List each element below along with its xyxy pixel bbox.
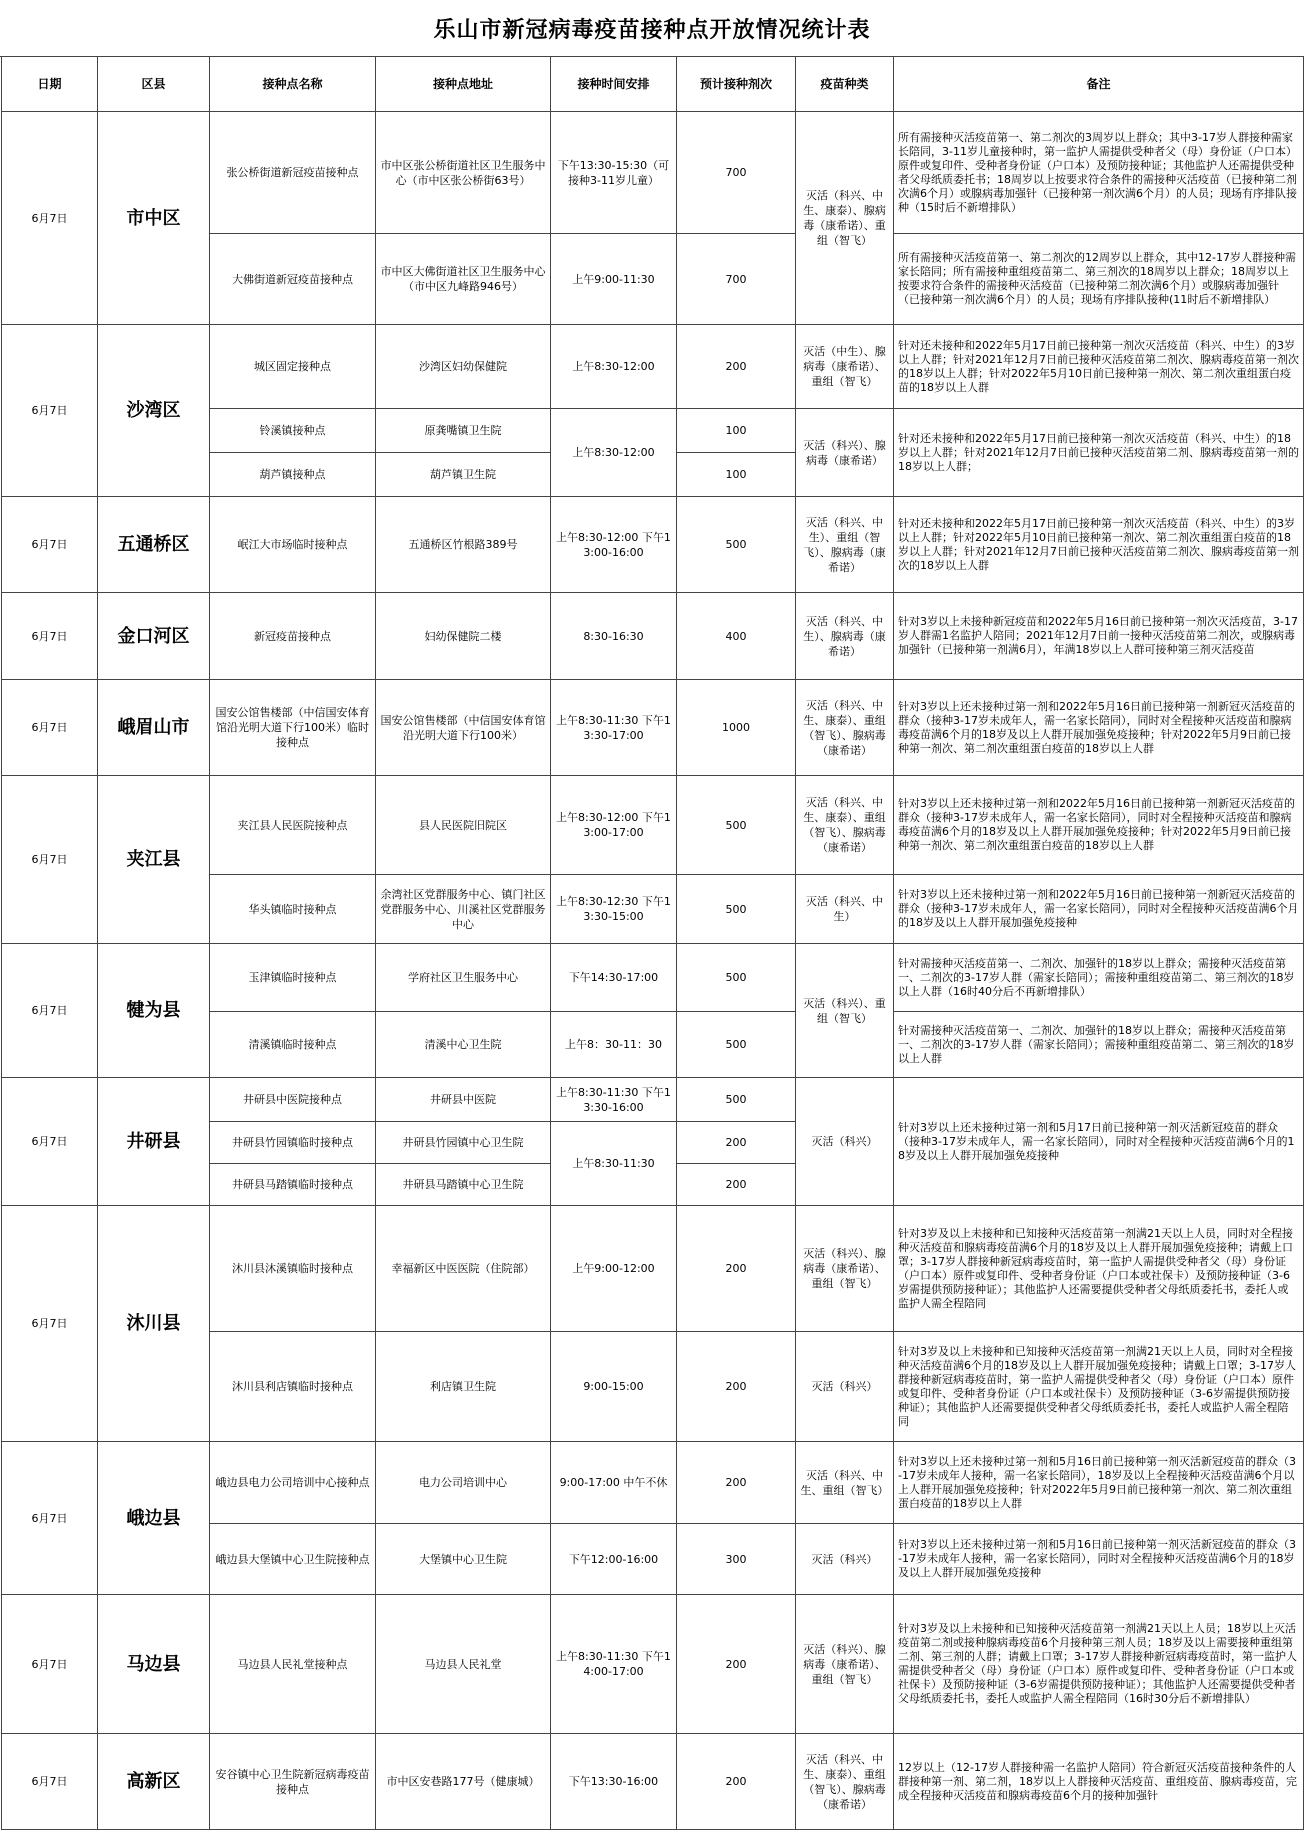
cell-district: 沙湾区 bbox=[98, 325, 210, 497]
cell-vaccine: 灭活（科兴） bbox=[796, 1332, 894, 1442]
cell-time: 上午8:30-11:30 bbox=[551, 1122, 677, 1206]
cell-note: 针对3岁及以上未接种和已知接种灭活疫苗第一剂满21天以上人员，同时对全程接种灭活疫苗和腺病毒疫苗满6个月的18岁及以上人群开展加强免疫接种；请戴上口罩；3-17岁人群接种新冠病毒疫苗时，第一监护人需提供受种者父（母）身份证（户口本）原件或复印件、受种者身份证（户口本或社保卡）及预防接种证（3-6岁需提供预防接种证）；其他监护人还需要提供受种者父母纸质委托书，委托人或监护人需全程陪同 bbox=[894, 1206, 1304, 1332]
table-row bbox=[2, 593, 1304, 680]
cell-doses: 300 bbox=[677, 1524, 796, 1595]
cell-vaccine: 灭活（科兴）、腺病毒（康希诺）、重组（智飞） bbox=[796, 1595, 894, 1734]
cell-date: 6月7日 bbox=[2, 593, 98, 680]
cell-time: 上午8：30-11：30 bbox=[551, 1012, 677, 1078]
cell-site-address: 妇幼保健院二楼 bbox=[376, 593, 551, 680]
cell-site-address: 清溪中心卫生院 bbox=[376, 1012, 551, 1078]
cell-date: 6月7日 bbox=[2, 497, 98, 593]
cell-site-address: 市中区张公桥街道社区卫生服务中心（市中区张公桥街63号） bbox=[376, 112, 551, 234]
cell-note: 所有需接种灭活疫苗第一、第二剂次的3周岁以上群众；其中3-17岁人群接种需家长陪同，3-11岁儿童接种时，第一监护人需提供受种者父（母）身份证（户口本）原件或复印件、受种者身份证（户口本）及预防接种证；其他监护人还需提供受种者父母纸质委托书；18周岁以上按要求符合条件的需接种灭活疫苗（已接种第二剂次满6个月）或腺病毒加强针（已接种第一剂次满6个月）的人员；现场有序排队接种（15时后不新增排队） bbox=[894, 112, 1304, 234]
table-row bbox=[2, 680, 1304, 776]
table-row bbox=[2, 1734, 1304, 1830]
cell-date: 6月7日 bbox=[2, 776, 98, 944]
cell-time: 上午8:30-11:30 下午13:30-17:00 bbox=[551, 680, 677, 776]
cell-site-address: 幸福新区中医医院（住院部） bbox=[376, 1206, 551, 1332]
cell-doses: 500 bbox=[677, 875, 796, 944]
cell-doses: 500 bbox=[677, 1078, 796, 1122]
cell-vaccine: 灭活（科兴、中生、康泰）、腺病毒（康希诺）、重组（智飞） bbox=[796, 112, 894, 325]
cell-site-address: 市中区大佛街道社区卫生服务中心（市中区九峰路946号） bbox=[376, 234, 551, 325]
cell-note: 针对还未接种和2022年5月17日前已接种第一剂次灭活疫苗（科兴、中生）的3岁以上人群；针对2022年5月10日前已接种第一剂次、第二剂次重组蛋白疫苗的18岁以上人群；针对2021年12月7日前已接种灭活疫苗第二剂次、腺病毒疫苗第一剂次的18岁以上人群 bbox=[894, 497, 1304, 593]
cell-site-name: 华头镇临时接种点 bbox=[210, 875, 376, 944]
cell-time: 上午8:30-12:30 下午13:30-15:00 bbox=[551, 875, 677, 944]
cell-time: 9:00-17:00 中午不休 bbox=[551, 1442, 677, 1524]
cell-district: 市中区 bbox=[98, 112, 210, 325]
cell-time: 上午8:30-11:30 下午13:30-16:00 bbox=[551, 1078, 677, 1122]
cell-district: 犍为县 bbox=[98, 944, 210, 1078]
table-row bbox=[2, 1078, 1304, 1122]
cell-date: 6月7日 bbox=[2, 112, 98, 325]
cell-doses: 200 bbox=[677, 1332, 796, 1442]
cell-site-name: 张公桥街道新冠疫苗接种点 bbox=[210, 112, 376, 234]
cell-site-name: 国安公馆售楼部（中信国安体育馆沿光明大道下行100米）临时接种点 bbox=[210, 680, 376, 776]
table-row bbox=[2, 1206, 1304, 1332]
cell-doses: 200 bbox=[677, 1442, 796, 1524]
cell-site-name: 玉津镇临时接种点 bbox=[210, 944, 376, 1012]
cell-time: 下午13:30-15:30（可接种3-11岁儿童） bbox=[551, 112, 677, 234]
cell-doses: 500 bbox=[677, 776, 796, 875]
cell-site-address: 井研县马踏镇中心卫生院 bbox=[376, 1164, 551, 1206]
table-row bbox=[2, 944, 1304, 1012]
cell-site-name: 岷江大市场临时接种点 bbox=[210, 497, 376, 593]
cell-site-name: 城区固定接种点 bbox=[210, 325, 376, 409]
cell-note: 针对3岁以上还未接种过第一剂和5月16日前已接种第一剂灭活新冠疫苗的群众（3-17岁未成年人接种，需一名家长陪同），18岁及以上全程接种灭活疫苗满6个月以上人群开展加强免疫接种；针对2022年5月9日前已接种第一剂次、第二剂次重组蛋白疫苗的18岁以上人群 bbox=[894, 1442, 1304, 1524]
cell-site-name: 马边县人民礼堂接种点 bbox=[210, 1595, 376, 1734]
cell-vaccine: 灭活（科兴）、腺病毒（康希诺） bbox=[796, 409, 894, 497]
cell-note: 针对还未接种和2022年5月17日前已接种第一剂次灭活疫苗（科兴、中生）的3岁以上人群；针对2021年12月7日前已接种灭活疫苗第二剂次、腺病毒疫苗第一剂次的18岁以上人群；针对2022年5月10日前已接种第一剂次、第二剂次重组蛋白疫苗的18岁以上人群 bbox=[894, 325, 1304, 409]
cell-site-name: 沐川县利店镇临时接种点 bbox=[210, 1332, 376, 1442]
cell-site-name: 井研县竹园镇临时接种点 bbox=[210, 1122, 376, 1164]
cell-note: 针对3岁及以上未接种和已知接种灭活疫苗第一剂满21天以上人员；18岁以上灭活疫苗第二剂或接种腺病毒疫苗6个月接种第三剂人员；18岁及以上需要接种重组第二剂、第三剂的人群；请戴上口罩；3-17岁人群接种新冠病毒疫苗时，第一监护人需提供受种者父（母）身份证（户口本）原件或复印件、受种者身份证（户口本或社保卡）及预防接种证（3-6岁需提供预防接种证）；其他监护人还需要提供受种者父母纸质委托书，委托人或监护人需全程陪同（16时30分后不新增排队） bbox=[894, 1595, 1304, 1734]
table-header-row bbox=[2, 57, 1304, 112]
cell-note: 针对3岁以上还未接种过第一剂和2022年5月16日前已接种第一剂新冠灭活疫苗的群众（接种3-17岁未成年人，需一名家长陪同），同时对全程接种灭活疫苗和腺病毒疫苗满6个月的18岁及以上人群开展加强免疫接种；针对2022年5月9日前已接种第一剂次、第二剂次重组蛋白疫苗的18岁以上人群 bbox=[894, 776, 1304, 875]
cell-doses: 200 bbox=[677, 1164, 796, 1206]
cell-date: 6月7日 bbox=[2, 1078, 98, 1206]
cell-time: 下午14:30-17:00 bbox=[551, 944, 677, 1012]
cell-site-name: 夹江县人民医院接种点 bbox=[210, 776, 376, 875]
cell-date: 6月7日 bbox=[2, 944, 98, 1078]
cell-district: 沐川县 bbox=[98, 1206, 210, 1442]
cell-doses: 200 bbox=[677, 325, 796, 409]
cell-site-address: 井研县中医院 bbox=[376, 1078, 551, 1122]
cell-district: 峨眉山市 bbox=[98, 680, 210, 776]
cell-site-name: 峨边县大堡镇中心卫生院接种点 bbox=[210, 1524, 376, 1595]
cell-doses: 400 bbox=[677, 593, 796, 680]
cell-doses: 200 bbox=[677, 1595, 796, 1734]
cell-site-address: 大堡镇中心卫生院 bbox=[376, 1524, 551, 1595]
cell-district: 夹江县 bbox=[98, 776, 210, 944]
cell-vaccine: 灭活（科兴、中生、重组（智飞） bbox=[796, 1442, 894, 1524]
cell-vaccine: 灭活（中生）、腺病毒（康希诺）、重组（智飞） bbox=[796, 325, 894, 409]
cell-vaccine: 灭活（科兴、中生、康泰）、重组（智飞）、腺病毒（康希诺） bbox=[796, 776, 894, 875]
cell-time: 下午12:00-16:00 bbox=[551, 1524, 677, 1595]
cell-site-name: 清溪镇临时接种点 bbox=[210, 1012, 376, 1078]
cell-doses: 500 bbox=[677, 944, 796, 1012]
cell-site-name: 沐川县沐溪镇临时接种点 bbox=[210, 1206, 376, 1332]
cell-date: 6月7日 bbox=[2, 1442, 98, 1595]
cell-time: 上午9:00-11:30 bbox=[551, 234, 677, 325]
cell-district: 峨边县 bbox=[98, 1442, 210, 1595]
cell-vaccine: 灭活（科兴）、重组（智飞） bbox=[796, 944, 894, 1078]
cell-site-address: 县人民医院旧院区 bbox=[376, 776, 551, 875]
cell-site-name: 井研县中医院接种点 bbox=[210, 1078, 376, 1122]
cell-site-address: 五通桥区竹根路389号 bbox=[376, 497, 551, 593]
cell-doses: 700 bbox=[677, 112, 796, 234]
cell-note: 针对需接种灭活疫苗第一、二剂次、加强针的18岁以上群众；需接种灭活疫苗第一、二剂次的3-17岁人群（需家长陪同）；需接种重组疫苗第二、第三剂次的18岁以上人群 bbox=[894, 1012, 1304, 1078]
cell-time: 8:30-16:30 bbox=[551, 593, 677, 680]
cell-vaccine: 灭活（科兴、中生、康泰）、重组（智飞）、腺病毒（康希诺） bbox=[796, 680, 894, 776]
cell-site-address: 学府社区卫生服务中心 bbox=[376, 944, 551, 1012]
cell-time: 上午8:30-12:00 bbox=[551, 325, 677, 409]
cell-note: 针对3岁以上未接种新冠疫苗和2022年5月16日前已接种第一剂次灭活疫苗，3-17岁人群需1名监护人陪同；2021年12月7日前一接种灭活疫苗第二剂次，或腺病毒加强针（已接种第一剂满6月），年满18岁以上人群可接种第三剂灭活疫苗 bbox=[894, 593, 1304, 680]
cell-note: 针对3岁及以上未接种和已知接种灭活疫苗第一剂满21天以上人员，同时对全程接种灭活疫苗满6个月的18岁及以上人群开展加强免疫接种；请戴上口罩；3-17岁人群接种新冠病毒疫苗时，第一监护人需提供受种者父（母）身份证（户口本）原件或复印件、受种者身份证（户口本或社保卡）及预防接种证（3-6岁需提供预防接种证）；其他监护人还需要提供受种者父母纸质委托书，委托人或监护人需全程陪同 bbox=[894, 1332, 1304, 1442]
cell-date: 6月7日 bbox=[2, 1595, 98, 1734]
cell-site-name: 峨边县电力公司培训中心接种点 bbox=[210, 1442, 376, 1524]
col-header-district: 区县 bbox=[98, 57, 210, 112]
cell-site-address: 原龚嘴镇卫生院 bbox=[376, 409, 551, 453]
cell-doses: 200 bbox=[677, 1122, 796, 1164]
cell-district: 马边县 bbox=[98, 1595, 210, 1734]
cell-site-address: 马边县人民礼堂 bbox=[376, 1595, 551, 1734]
page-title: 乐山市新冠病毒疫苗接种点开放情况统计表 bbox=[0, 0, 1304, 57]
cell-doses: 100 bbox=[677, 453, 796, 497]
cell-time: 上午8:30-11:30 下午14:00-17:00 bbox=[551, 1595, 677, 1734]
cell-site-address: 国安公馆售楼部（中信国安体育馆沿光明大道下行100米） bbox=[376, 680, 551, 776]
cell-time: 上午9:00-12:00 bbox=[551, 1206, 677, 1332]
cell-doses: 100 bbox=[677, 409, 796, 453]
cell-district: 高新区 bbox=[98, 1734, 210, 1830]
cell-note: 12岁以上（12-17岁人群接种需一名监护人陪同）符合新冠灭活疫苗接种条件的人群接种第一剂、第二剂，18岁以上人群接种灭活疫苗、重组疫苗、腺病毒疫苗，完成全程接种灭活疫苗和腺病毒疫苗6个月的接种加强针 bbox=[894, 1734, 1304, 1830]
cell-site-name: 新冠疫苗接种点 bbox=[210, 593, 376, 680]
cell-vaccine: 灭活（科兴、中生）、重组（智飞）、腺病毒（康希诺） bbox=[796, 497, 894, 593]
cell-vaccine: 灭活（科兴、中生、康泰）、重组（智飞）、腺病毒（康希诺） bbox=[796, 1734, 894, 1830]
cell-date: 6月7日 bbox=[2, 1206, 98, 1442]
cell-vaccine: 灭活（科兴）、腺病毒（康希诺）、重组（智飞） bbox=[796, 1206, 894, 1332]
cell-site-name: 铃溪镇接种点 bbox=[210, 409, 376, 453]
cell-site-address: 葫芦镇卫生院 bbox=[376, 453, 551, 497]
cell-site-address: 电力公司培训中心 bbox=[376, 1442, 551, 1524]
cell-vaccine: 灭活（科兴、中生） bbox=[796, 875, 894, 944]
col-header-site-name: 接种点名称 bbox=[210, 57, 376, 112]
cell-time: 9:00-15:00 bbox=[551, 1332, 677, 1442]
table-row bbox=[2, 1595, 1304, 1734]
cell-time: 上午8:30-12:00 下午13:00-16:00 bbox=[551, 497, 677, 593]
cell-site-address: 利店镇卫生院 bbox=[376, 1332, 551, 1442]
cell-date: 6月7日 bbox=[2, 325, 98, 497]
cell-doses: 500 bbox=[677, 1012, 796, 1078]
cell-site-name: 葫芦镇接种点 bbox=[210, 453, 376, 497]
cell-doses: 700 bbox=[677, 234, 796, 325]
cell-doses: 500 bbox=[677, 497, 796, 593]
col-header-vaccine: 疫苗种类 bbox=[796, 57, 894, 112]
table-row bbox=[2, 776, 1304, 875]
cell-site-name: 大佛街道新冠疫苗接种点 bbox=[210, 234, 376, 325]
col-header-date: 日期 bbox=[2, 57, 98, 112]
cell-site-address: 余湾社区党群服务中心、镇门社区党群服务中心、川溪社区党群服务中心 bbox=[376, 875, 551, 944]
cell-site-address: 沙湾区妇幼保健院 bbox=[376, 325, 551, 409]
cell-doses: 200 bbox=[677, 1206, 796, 1332]
cell-vaccine: 灭活（科兴） bbox=[796, 1524, 894, 1595]
cell-note: 针对3岁以上还未接种过第一剂和5月16日前已接种第一剂灭活新冠疫苗的群众（3-17岁未成年人接种，需一名家长陪同），同时对全程接种灭活疫苗满6个月的18岁及以上人群开展加强免疫接种 bbox=[894, 1524, 1304, 1595]
table-row bbox=[2, 497, 1304, 593]
cell-time: 下午13:30-16:00 bbox=[551, 1734, 677, 1830]
table-row bbox=[2, 325, 1304, 409]
col-header-time: 接种时间安排 bbox=[551, 57, 677, 112]
table-row bbox=[2, 1442, 1304, 1524]
cell-note: 针对3岁以上还未接种过第一剂和5月17日前已接种第一剂灭活新冠疫苗的群众（接种3-17岁未成年人，需一名家长陪同），同时对全程接种灭活疫苗满6个月的18岁及以上人群开展加强免疫接种 bbox=[894, 1078, 1304, 1206]
col-header-note: 备注 bbox=[894, 57, 1304, 112]
vaccination-sites-table bbox=[1, 56, 1304, 1830]
col-header-doses: 预计接种剂次 bbox=[677, 57, 796, 112]
cell-doses: 200 bbox=[677, 1734, 796, 1830]
cell-vaccine: 灭活（科兴、中生）、腺病毒（康希诺） bbox=[796, 593, 894, 680]
table-row bbox=[2, 112, 1304, 234]
cell-site-address: 井研县竹园镇中心卫生院 bbox=[376, 1122, 551, 1164]
cell-site-address: 市中区安巷路177号（健康城） bbox=[376, 1734, 551, 1830]
cell-note: 所有需接种灭活疫苗第一、第二剂次的12周岁以上群众，其中12-17岁人群接种需家长陪同；所有需接种重组疫苗第二、第三剂次的18周岁以上群众；18周岁以上按要求符合条件的需接种灭活疫苗（已接种第二剂次满6个月）或腺病毒加强针（已接种第一剂次满6个月）的人员；现场有序排队接种(11时后不新增排队） bbox=[894, 234, 1304, 325]
cell-note: 针对需接种灭活疫苗第一、二剂次、加强针的18岁以上群众；需接种灭活疫苗第一、二剂次的3-17岁人群（需家长陪同）；需接种重组疫苗第二、第三剂次的18岁以上人群（16时40分后不再新增排队） bbox=[894, 944, 1304, 1012]
cell-note: 针对3岁以上还未接种过第一剂和2022年5月16日前已接种第一剂新冠灭活疫苗的群众（接种3-17岁未成年人，需一名家长陪同），同时对全程接种灭活疫苗和腺病毒疫苗满6个月的18岁及以上人群开展加强免疫接种；针对2022年5月9日前已接种第一剂次、第二剂次重组蛋白疫苗的18岁以上人群 bbox=[894, 680, 1304, 776]
cell-district: 五通桥区 bbox=[98, 497, 210, 593]
cell-district: 井研县 bbox=[98, 1078, 210, 1206]
cell-doses: 1000 bbox=[677, 680, 796, 776]
cell-date: 6月7日 bbox=[2, 1734, 98, 1830]
cell-time: 上午8:30-12:00 bbox=[551, 409, 677, 497]
cell-district: 金口河区 bbox=[98, 593, 210, 680]
cell-vaccine: 灭活（科兴） bbox=[796, 1078, 894, 1206]
col-header-site-address: 接种点地址 bbox=[376, 57, 551, 112]
cell-date: 6月7日 bbox=[2, 680, 98, 776]
cell-site-name: 井研县马踏镇临时接种点 bbox=[210, 1164, 376, 1206]
cell-note: 针对还未接种和2022年5月17日前已接种第一剂次灭活疫苗（科兴、中生）的18岁以上人群；针对2021年12月7日前已接种灭活疫苗第二剂、腺病毒疫苗第一剂的18岁以上人群； bbox=[894, 409, 1304, 497]
cell-site-name: 安谷镇中心卫生院新冠病毒疫苗接种点 bbox=[210, 1734, 376, 1830]
cell-time: 上午8:30-12:00 下午13:00-17:00 bbox=[551, 776, 677, 875]
cell-note: 针对3岁以上还未接种过第一剂和2022年5月16日前已接种第一剂新冠灭活疫苗的群众（接种3-17岁未成年人，需一名家长陪同），同时对全程接种灭活疫苗满6个月的18岁及以上人群开展加强免疫接种 bbox=[894, 875, 1304, 944]
